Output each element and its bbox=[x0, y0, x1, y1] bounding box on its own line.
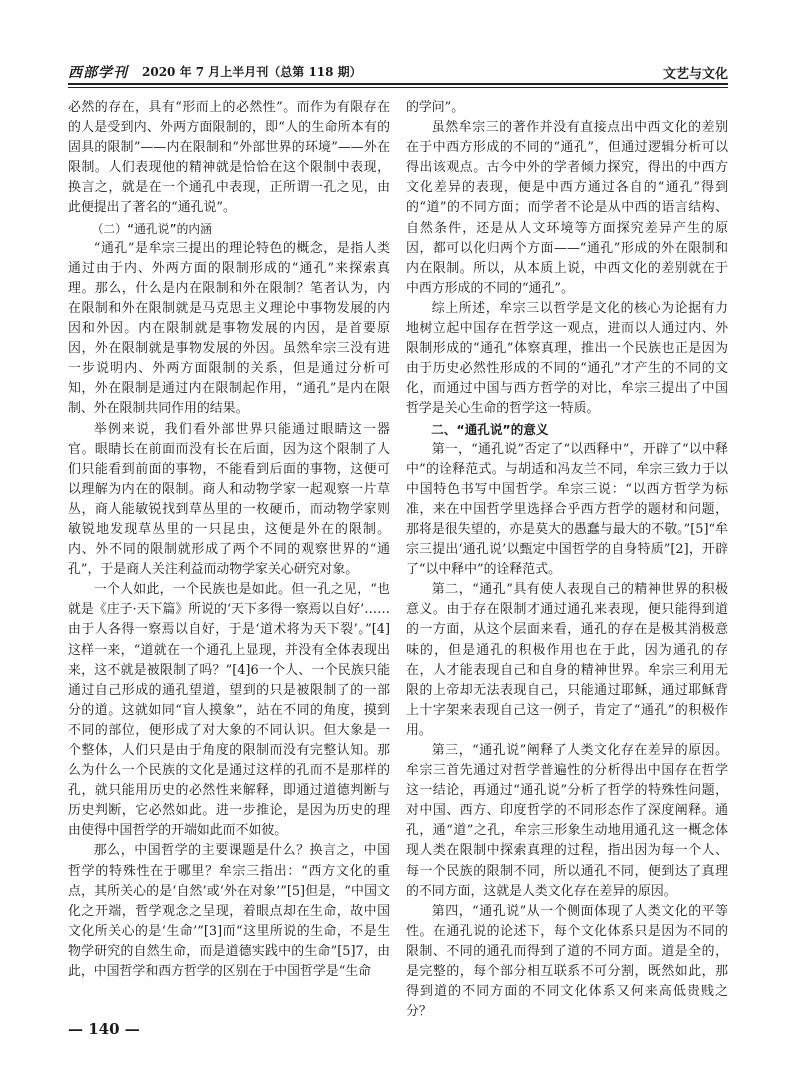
paragraph-continued: 必然的存在，具有“形而上的必然性”。而作为有限存在的人是受到内、外两方面限制的，即“人的生命所本有的固具的限制”——内在限制和“外部世界的环境”——外在限制。人们表现他的精神就是恰恰在这个限制中表现，换言之，就是在一个通孔中表现，正所谓一孔之见，由此便提出了著名的“通孔说”。 bbox=[68, 100, 390, 216]
paragraph: “通孔”是牟宗三提出的理论特色的概念，是指人类通过由于内、外两方面的限制形成的“通孔”来探索真理。那么，什么是内在限制和外在限制？笔者认为，内在限制和外在限制就是马克思主义理论中事物发展的内因和外因。内在限制就是事物发展的内因，是首要原因，外在限制就是事物发展的外因。虽然牟宗三没有进一步说明内、外两方面限制的关系，但是通过分析可知，外在限制是通过内在限制起作用，“通孔”是内在限制、外在限制共同作用的结果。 bbox=[68, 240, 390, 417]
running-header bbox=[68, 60, 728, 82]
paragraph: 综上所述，牟宗三以哲学是文化的核心为论据有力地树立起中国存在哲学这一观点，进而以人通过内、外限制形成的“通孔”体察真理，推出一个民族也正是因为由于历史必然性形成的不同的“通孔”才产生的不同的文化，而通过中国与西方哲学的对比，牟宗三提出了中国哲学是关心生命的哲学这一特质。 bbox=[406, 300, 728, 417]
paragraph: 一个人如此，一个民族也是如此。但一孔之见，“也就是《庄子·天下篇》所说的‘天下多得一察焉以自好’……由于人各得一察焉以自好，于是‘道术将为天下裂’。”[4]这样一来，“道就在一个通孔上显现，并没有全体表现出来，这不就是被限制了吗？”[4]6一个人、一个民族只能通过自己形成的通孔望道，望到的只是被限制了的一部分的道。这就如同“盲人摸象”，站在不同的角度，摸到不同的部位，便形成了对大象的不同认识。但大象是一个整体，人们只是由于角度的限制而没有完整认知。那么为什么一个民族的文化是通过这样的孔而不是那样的孔，就只能用历史的必然性来解释，即通过道德判断与历史判断，它必然如此。进一步推论，是因为历史的理由使得中国哲学的开端如此而不如彼。 bbox=[68, 582, 390, 839]
column-name: 文艺与文化 bbox=[662, 67, 728, 82]
paragraph: 第四，“通孔说”从一个侧面体现了人类文化的平等性。在通孔说的论述下，每个文化体系只是因为不同的限制、不同的通孔而得到了道的不同方面。道是全的，是完整的，每个部分相互联系不可分割，既然如此，那得到道的不同方面的不同文化体系又何来高低贵贱之分？ bbox=[406, 903, 728, 1020]
subsection-heading: （二）“通孔说”的内涵 bbox=[91, 221, 212, 236]
paragraph-continued: 的学问”。 bbox=[406, 100, 465, 115]
left-column bbox=[68, 98, 390, 982]
paragraph: 举例来说，我们看外部世界只能通过眼睛这一器官。眼睛长在前面而没有长在后面，因为这个限制了人们只能看到前面的事物，不能看到后面的事物，这便可以理解为内在的限制。商人和动物学家一起观察一片草丛，商人能敏锐找到草丛里的一枚硬币，而动物学家则敏锐地发现草丛里的一只昆虫，这便是外在的限制。内、外不同的限制就形成了两个不同的观察世界的“通孔”，于是商人关注利益而动物学家关心研究对象。 bbox=[68, 421, 390, 578]
section-heading: 二、“通孔说”的意义 bbox=[431, 421, 549, 437]
page-number: — 140 — bbox=[68, 1020, 140, 1038]
issue-info: 2020 年 7 月上半月刊（总第 118 期） bbox=[142, 65, 362, 79]
header-rule bbox=[68, 83, 728, 85]
paragraph: 虽然牟宗三的著作并没有直接点出中西文化的差别在于中西方形成的不同的“通孔”，但通过逻辑分析可以得出该观点。古今中外的学者倾力探究，得出的中西方文化差异的表现，便是中西方通过各自的“通孔”得到的“道”的不同方面；而学者不论是从中西的语言结构、自然条件，还是从人文环境等方面探究差异产生的原因，都可以化归两个方面——“通孔”形成的外在限制和内在限制。所以，从本质上说，中西文化的差别就在于中西方形成的不同的“通孔”。 bbox=[406, 120, 728, 296]
right-column bbox=[406, 98, 728, 1022]
paragraph: 第二，“通孔”具有使人表现自己的精神世界的积极意义。由于存在限制才通过通孔来表现，便只能得到道的一方面，从这个层面来看，通孔的存在是极其消极意味的，但是通孔的积极作用也在于此，因为通孔的存在，人才能表现自己和自身的精神世界。牟宗三利用无限的上帝却无法表现自己，只能通过耶稣，通过耶稣背上十字架来表现自己这一例子，肯定了“通孔”的积极作用。 bbox=[406, 582, 728, 738]
journal-logo: 西部学刊 bbox=[68, 65, 128, 81]
paragraph: 第一，“通孔说”否定了“以西释中”，开辟了“以中释中”的诠释范式。与胡适和冯友兰不同，牟宗三致力于以中国特色书写中国哲学。牟宗三说：“以西方哲学为标准，来在中国哲学里选择合乎西方哲学的题材和问题，那将是很失望的，亦是莫大的愚蠢与最大的不敬。”[5]“牟宗三提出‘通孔说’以甄定中国哲学的自身特质”[2]，开辟了“以中释中”的诠释范式。 bbox=[406, 441, 728, 578]
paragraph: 那么，中国哲学的主要课题是什么？换言之，中国哲学的特殊性在于哪里？牟宗三指出：“西方文化的重点，其所关心的是‘自然’或‘外在对象’”[5]但是，“中国文化之开端，哲学观念之呈现，着眼点却在生命，故中国文化所关心的是‘生命’”[3]而“这里所说的生命，不是生物学研究的自然生命，而是道德实践中的生命”[5]7，由此，中国哲学和西方哲学的区别在于中国哲学是“生命 bbox=[68, 843, 390, 980]
paragraph: 第三，“通孔说”阐释了人类文化存在差异的原因。牟宗三首先通过对哲学普遍性的分析得出中国存在哲学这一结论，再通过“通孔说”分析了哲学的特殊性问题，对中国、西方、印度哲学的不同形态作了深度阐释。通孔，通“道”之孔，牟宗三形象生动地用通孔这一概念体现人类在限制中探索真理的过程，指出因为每一个人、每一个民族的限制不同，所以通孔不同，便到达了真理的不同方面，这就是人类文化存在差异的原因。 bbox=[406, 743, 728, 899]
header-rule-thin bbox=[68, 87, 728, 88]
